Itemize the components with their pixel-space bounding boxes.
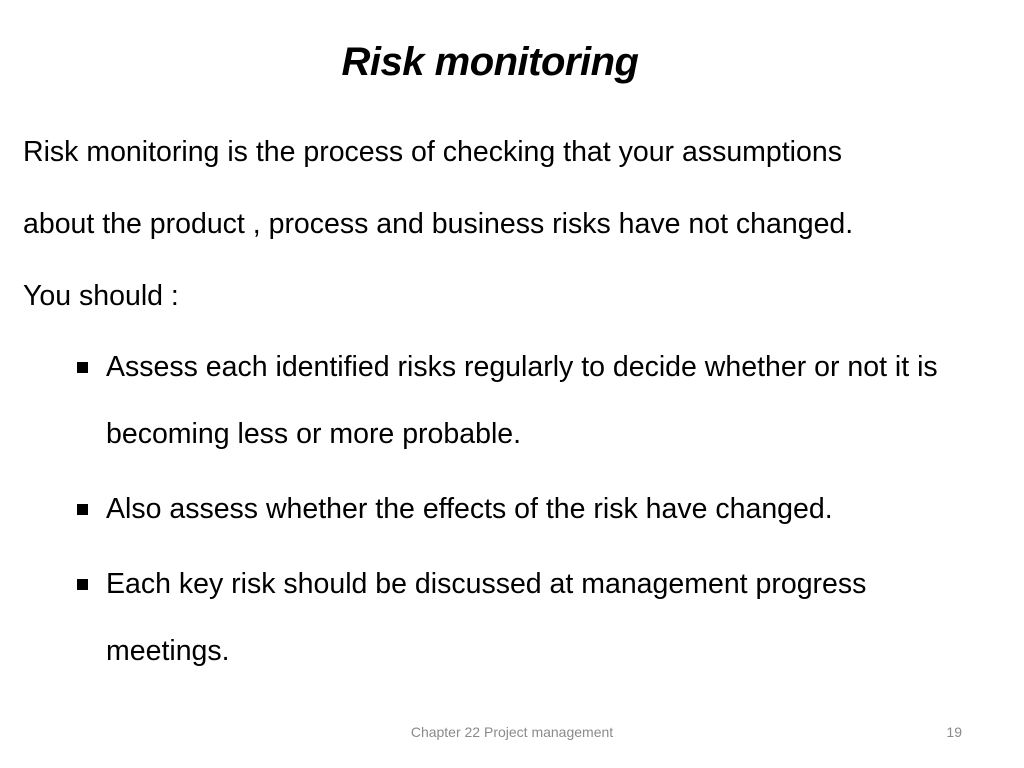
bullet-item [75,551,995,685]
bullet-text: Also assess whether the effects of the risk have changed. [106,493,833,525]
bullet-text: Each key risk should be discussed at management progress meetings. [106,568,867,667]
bullet-item [75,334,995,468]
page-number: 19 [946,724,962,740]
bullet-text: Assess each identified risks regularly to decide whether or not it is becoming less or more probable. [106,351,938,450]
square-bullet-icon [77,362,88,373]
intro-line: Risk monitoring is the process of checking that your assumptions [23,136,842,168]
intro-text [23,116,1013,332]
slide-title: Risk monitoring [341,40,639,84]
bullet-list [75,334,995,693]
bullet-item [75,476,995,543]
intro-line: about the product , process and business risks have not changed. [23,208,854,240]
footer-text: Chapter 22 Project management [410,724,614,740]
square-bullet-icon [77,579,88,590]
square-bullet-icon [77,504,88,515]
intro-line: You should : [23,280,179,312]
